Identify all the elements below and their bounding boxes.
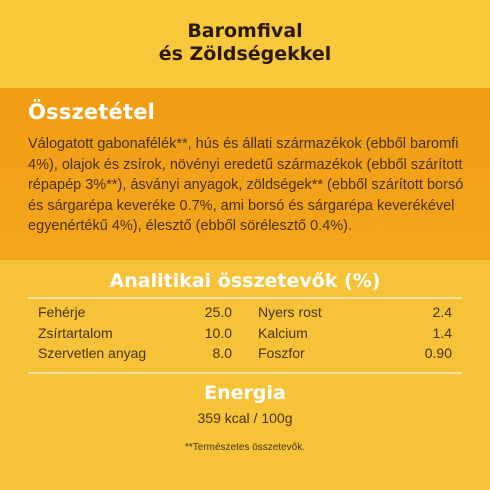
energy-value: 359 kcal / 100g bbox=[197, 410, 293, 426]
composition-heading: Összetétel bbox=[28, 100, 156, 124]
analytics-row bbox=[38, 345, 232, 366]
footnote: **Természetes összetevők. bbox=[184, 442, 306, 453]
analytics-row bbox=[258, 325, 452, 346]
analytics-label: Fehérje bbox=[38, 304, 86, 320]
composition-text: Válogatott gabonafélék**, hús és állati származékok (ebből baromfi 4%), olajok és zsírok, növényi eredetű származékok (ebből szárított répapép 3%**), ásványi anyagok, zöldségek** (ebből szárított borsó és sárgarépa keveréke 0.7%, ami borsó és sárgarépa keverékével egyenértékű 4%), élesztő (ebből sörélesztő 0.4%). bbox=[28, 136, 464, 234]
product-title-line2: és Zöldségekkel bbox=[158, 43, 332, 65]
product-title-line1: Baromfival bbox=[187, 20, 303, 42]
analytics-label: Nyers rost bbox=[258, 304, 322, 320]
analytics-value: 0.90 bbox=[424, 345, 452, 361]
analytics-label: Kalcium bbox=[258, 324, 308, 341]
analytics-label: Foszfor bbox=[258, 345, 305, 361]
analytics-right-column bbox=[258, 304, 452, 366]
analytics-value: 1.4 bbox=[432, 324, 452, 341]
analytics-row bbox=[38, 325, 232, 346]
energy-divider bbox=[28, 372, 462, 374]
analytics-heading: Analitikai összetevők (%) bbox=[109, 270, 381, 292]
analytics-left-column bbox=[38, 304, 232, 366]
analytics-label: Zsírtartalom bbox=[38, 324, 113, 341]
product-title bbox=[0, 0, 490, 66]
analytics-row bbox=[258, 345, 452, 366]
analytics-value: 25.0 bbox=[204, 304, 232, 320]
analytics-value: 10.0 bbox=[204, 324, 232, 341]
analytics-row bbox=[258, 304, 452, 325]
analytics-divider bbox=[28, 297, 462, 299]
analytics-label: Szervetlen anyag bbox=[38, 345, 147, 361]
composition-section bbox=[0, 88, 490, 260]
energy-heading: Energia bbox=[204, 382, 286, 404]
analytics-value: 2.4 bbox=[432, 304, 452, 320]
analytics-value: 8.0 bbox=[212, 345, 232, 361]
product-header bbox=[0, 0, 490, 88]
analytics-row bbox=[38, 304, 232, 325]
